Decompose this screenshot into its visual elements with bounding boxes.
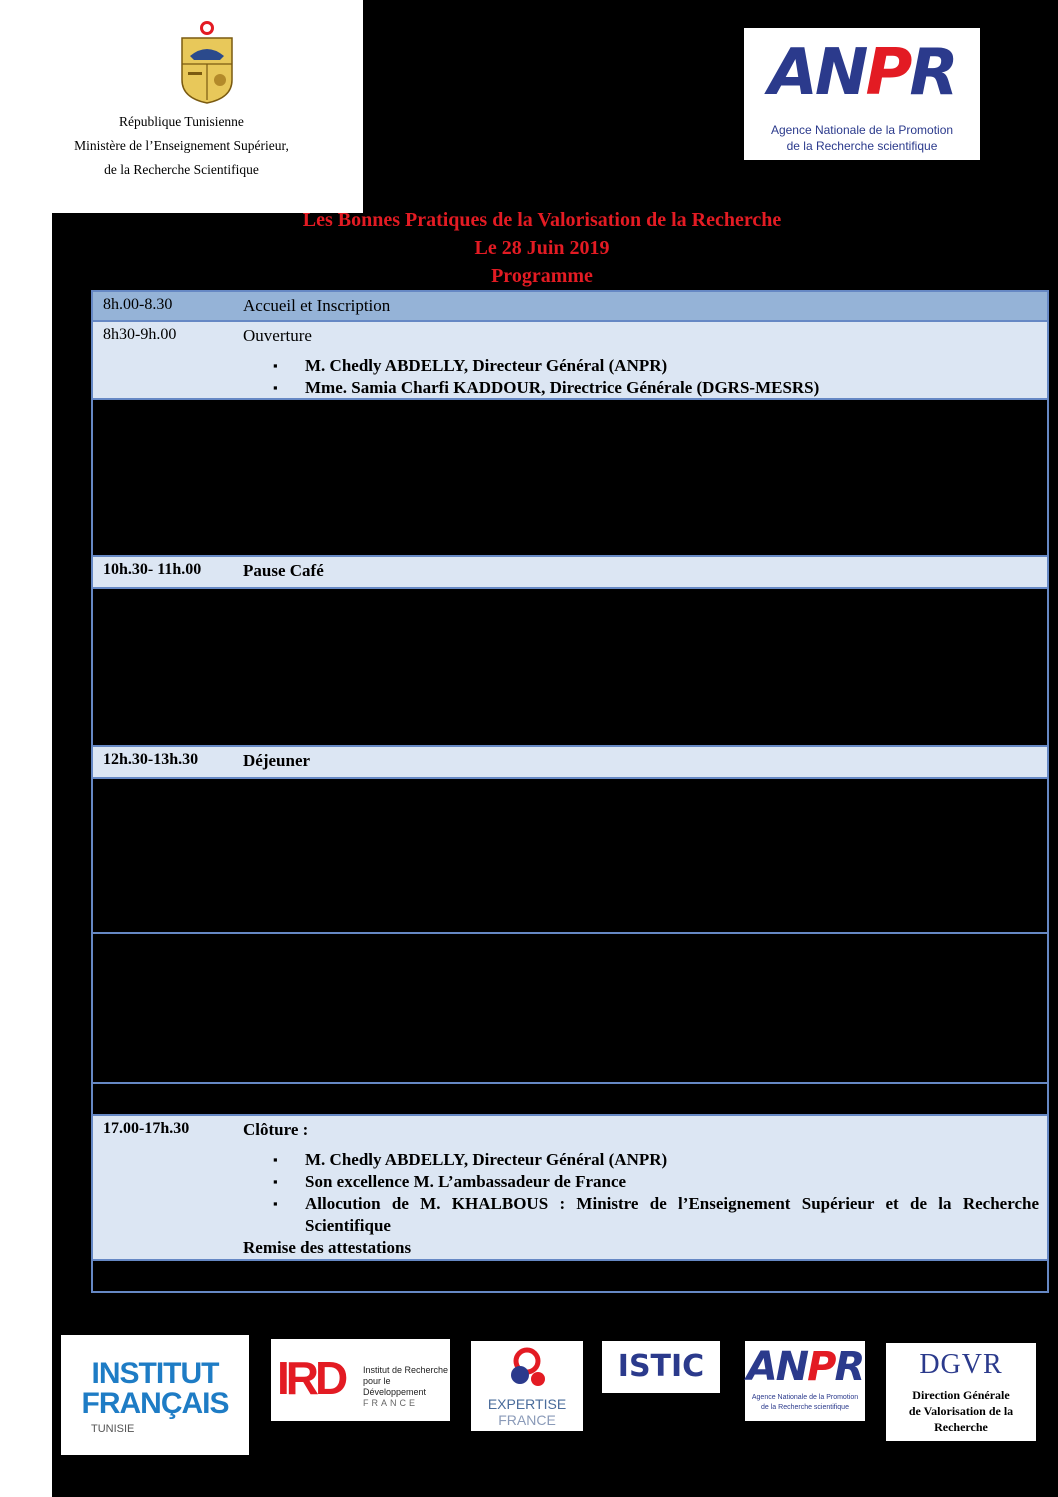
anpr-logo-subtitle — [744, 122, 980, 154]
anpr2-line-2: de la Recherche scientifique — [761, 1404, 849, 1411]
row-time: 8h.00-8.30 — [103, 296, 173, 313]
row-line: Modérateur : M. Philippe ROUSSIGNOL (Expertise France) — [243, 862, 658, 881]
anpr-logo-letter-r: R — [909, 36, 956, 110]
anpr2-mark — [745, 1341, 865, 1393]
bullet-item: ▪ Mme. Samia Charfi KADDOUR, Directrice Générale (DGRS-MESRS) — [273, 377, 1039, 399]
expertise-line-2: FRANCE — [498, 1412, 556, 1428]
dgvr-logo — [886, 1343, 1036, 1441]
program-row-0 — [91, 290, 1049, 322]
institut-line-1: INSTITUT — [91, 1357, 219, 1390]
row-time: 17.00-17h.30 — [103, 1120, 190, 1137]
ird-line-2: pour le Développement — [363, 1376, 427, 1397]
program-row-8 — [91, 1084, 1049, 1116]
dgvr-title: DGVR — [919, 1349, 1003, 1380]
row-time: 13h.30-15h.00 — [103, 781, 197, 798]
anpr-partner-logo — [745, 1341, 865, 1421]
anpr2-letter-p: P — [807, 1344, 835, 1390]
institut-francais-logo — [61, 1335, 249, 1455]
row-content — [243, 781, 1039, 911]
row-line: Atelier 1 : Les règles régissant l’accès et la valorisation du patrimoine génétique dans le cadre d’un partenariat National et International — [243, 403, 1039, 444]
row-line: Rapporteur : M. Riadh SOUSSI (DG. INNORPI) — [243, 713, 578, 732]
program-row-2 — [91, 400, 1049, 557]
row-time: 8h30-9h.00 — [103, 326, 177, 343]
row-line: Panels d’experts : Mme. Marie-Lise SABRIE (IRD), Isabelle BONAL (IRD), M. Mongi BESBES (ISTIC), Mme. Sana Barhoumi BANNOUR (ENIT) — [243, 965, 1039, 1010]
row-bullets — [243, 355, 1039, 399]
row-line: Panels d’experts : M. Olivier Le GALL (OFIS) ; André DAZZY (Couperain) ; Mme. Sonia BEN DHIEF ; M. Moncef BOUKTHIR(IPEIT) — [243, 810, 1039, 855]
istic-logo — [602, 1341, 720, 1393]
program-row-6 — [91, 779, 1049, 934]
anpr2-line-1: Agence Nationale de la Promotion — [751, 1394, 859, 1401]
bullet-item: ▪ M. Chedly ABDELLY, Directeur Général (ANPR) — [273, 355, 1039, 377]
ird-line-1: Institut de Recherche — [363, 1365, 449, 1375]
row-footer: Remise des attestations — [243, 1238, 412, 1257]
row-content — [243, 1119, 1039, 1259]
bullet-item: ▪ M. Chedly ABDELLY, Directeur Général (ANPR) — [273, 1149, 1039, 1171]
row-content — [243, 591, 1039, 735]
row-label: Déjeuner — [243, 751, 311, 770]
title-line-2: Le 28 Juin 2019 — [474, 237, 610, 259]
row-time: 11h.00-12h.30 — [103, 591, 196, 608]
row-label: Networking Cocktail — [243, 1263, 387, 1282]
row-line: Atelier 3 : La valorisation académique : Liberté du chercheur versus contraintes extérieures — [243, 784, 865, 803]
program-row-10 — [91, 1261, 1049, 1293]
row-time: 12h.30-13h.30 — [103, 751, 199, 768]
row-time: 10h.30- 11h.00 — [103, 561, 202, 578]
row-line: Atelier 2 : La Propriété Intellectuelle et la commercialisation des résultats de la recherche — [243, 593, 852, 612]
row-line: Modérateur : Mme. Olfa ZRIBI BEN SLIMANE (DG. UGPE) — [243, 689, 670, 708]
row-time: 15h.00-16h.30 — [103, 936, 197, 953]
row-content — [243, 325, 1039, 399]
row-label: Pause Café — [243, 561, 324, 580]
ird-line-3: FRANCE — [363, 1398, 419, 1408]
row-label: Restitution : bilan des rapports (Panel 1, 2,3 et 4) — [243, 1088, 577, 1107]
title-line-3: Programme — [491, 265, 593, 287]
bullet-item: ▪ Allocution de M. KHALBOUS : Ministre de l’Enseignement Supérieur et de la Recherche Scientifique — [273, 1193, 1039, 1237]
program-row-7 — [91, 934, 1049, 1084]
row-line: Panels d’experts : Mme. Laura MITRESKI (IRD), M. Vincent CARRE (INPI) ; Mme. Mouna KTATA (Faculté de Droit de Sfax), Mme. Salma KHALED (Faculté de Droit de Tunis) ; Mme. Rim SAID (DG. DGVR), Mr. Cyrille CHAPON (Ouest Valorisation) — [243, 617, 1039, 684]
program-row-1 — [91, 322, 1049, 400]
institut-line-3: TUNISIE — [91, 1423, 135, 1435]
anpr-logo — [744, 28, 980, 160]
istic-text: ISTIC — [617, 1349, 705, 1384]
expertise-france-logo — [471, 1341, 583, 1431]
anpr-logo-mark — [744, 36, 980, 110]
anpr-subtitle-line-2: de la Recherche scientifique — [786, 139, 938, 153]
row-bullets — [243, 1149, 1039, 1237]
gov-line-2: Ministère de l’Enseignement Supérieur, — [74, 138, 289, 153]
row-line: Rapporteur : Mme. Beama MASSABI (ANPR) — [243, 1043, 566, 1062]
row-line: Panels d’experts : Mme. Elise BOURGON-SCHOUVEY (IRD), M. Jean-Louis PHAM (IRD), M. Mohamed Elyes KCHOUK (CBBC), M. Mbarek Ben NASR (Banque de gènes) — [243, 447, 1039, 488]
row-content — [243, 402, 1039, 534]
row-label: Clôture : — [243, 1120, 309, 1139]
gov-line-1: République Tunisienne — [119, 114, 244, 129]
row-time: 16h.30-17h.00 — [103, 1088, 197, 1105]
government-lines — [0, 110, 363, 182]
row-line: Rapporteur : M. Atef JAOUANI (ISSBAT-Université de Tunis El Manar) — [243, 888, 742, 907]
anpr2-letter-r: R — [834, 1344, 864, 1390]
row-line: Atelier 4 : La communication scientifique et le partage de l’information — [243, 939, 731, 958]
row-label: Accueil et Inscription — [243, 296, 391, 315]
title-line-1: Les Bonnes Pratiques de la Valorisation de la Recherche — [302, 209, 782, 231]
anpr-logo-letters-a: AN — [768, 36, 866, 110]
program-row-3 — [91, 557, 1049, 589]
dgvr-line-1: Direction Générale — [912, 1388, 1010, 1402]
row-line: Modérateur : M. Olivier PRINGAULT (IRD) — [243, 491, 551, 510]
ird-mark: IRD — [277, 1352, 345, 1404]
program-row-9 — [91, 1116, 1049, 1261]
ird-text — [363, 1365, 450, 1409]
row-time: 09h:00 – 10.30 — [103, 402, 200, 419]
row-label: Ouverture — [243, 326, 312, 345]
anpr2-letters-a: AN — [746, 1344, 808, 1390]
anpr-subtitle-line-1: Agence Nationale de la Promotion — [770, 123, 954, 137]
institut-line-2: FRANÇAIS — [81, 1387, 229, 1420]
gov-line-3: de la Recherche Scientifique — [104, 162, 259, 177]
government-header — [0, 0, 363, 213]
program-row-5 — [91, 747, 1049, 779]
anpr-logo-letter-p: P — [865, 36, 910, 110]
row-content — [243, 936, 1039, 1066]
partner-logos — [0, 1335, 1058, 1455]
row-line: Rapporteur : M. Messaoud MARS (ISA Chatt Mariem) — [243, 513, 619, 532]
bullet-item: ▪ Son excellence M. L’ambassadeur de France — [273, 1171, 1039, 1193]
tunisia-emblem-icon — [176, 20, 238, 104]
row-line: Modérateur : Mme. Maeva MAUGEAIS (IRD Tunisie) — [243, 1017, 620, 1036]
row-time: 18h.00 — [103, 1263, 147, 1280]
dgvr-line-2: de Valorisation de la Recherche — [908, 1404, 1014, 1434]
expertise-france-icon — [502, 1345, 552, 1391]
expertise-line-1: EXPERTISE — [487, 1396, 567, 1412]
document-title — [52, 206, 1032, 290]
program-row-4 — [91, 589, 1049, 747]
ird-logo — [271, 1339, 450, 1421]
